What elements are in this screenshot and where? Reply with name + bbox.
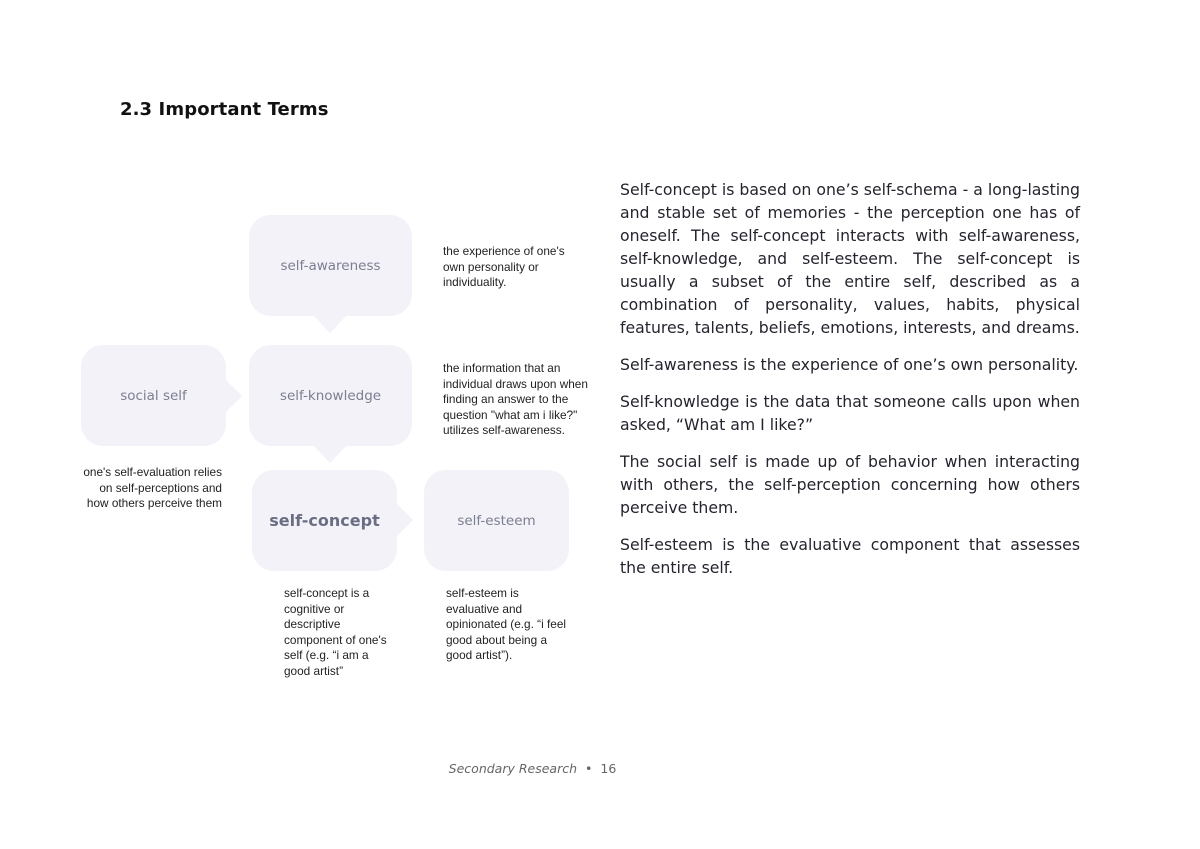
paragraph-self-knowledge: Self-knowledge is the data that someone calls upon when asked, “What am I like?” [620, 392, 1080, 434]
footer-section: Secondary Research [448, 761, 578, 776]
self-concept-diagram [0, 0, 620, 740]
page-number: 16 [600, 761, 617, 776]
social-self-note: one's self-evaluation relies on self-perceptions and how others perceive them [83, 465, 222, 510]
self-concept-note: self-concept is a cognitive or descriptive component of one's self (e.g. “i am a good artist” [284, 586, 387, 678]
self-esteem-note: self-esteem is evaluative and opinionated (e.g. “i feel good about being a good artist”). [446, 586, 567, 662]
section-heading: 2.3 Important Terms [120, 99, 329, 120]
paragraph-self-concept: Self-concept is based on one’s self-schema - a long-lasting and stable set of memories - the perception one has of oneself. The self-concept interacts with self-awareness, self-knowledge, and self-esteem. The self-concept is usually a subset of the entire self, described as a combination of personality, values, habits, physical features, talents, beliefs, emotions, interests, and dreams. [620, 180, 1080, 337]
paragraph-self-esteem: Self-esteem is the evaluative component that assesses the entire self. [620, 535, 1080, 577]
self-awareness-label: self-awareness [280, 257, 381, 274]
self-knowledge-label: self-knowledge [279, 387, 382, 404]
self-concept-label: self-concept [269, 511, 380, 530]
body-text [620, 178, 1080, 593]
self-knowledge-note: the information that an individual draws upon when finding an answer to the question "what am i like?" utilizes self-awareness. [443, 361, 588, 437]
paragraph-social-self: The social self is made up of behavior when interacting with others, the self-perception concerning how others perceive them. [620, 452, 1080, 517]
self-awareness-note: the experience of one's own personality or individuality. [443, 244, 565, 289]
page-footer [0, 761, 1065, 776]
self-esteem-label: self-esteem [457, 512, 536, 529]
paragraph-self-awareness: Self-awareness is the experience of one’s own personality. [620, 355, 1079, 374]
social-self-label: social self [120, 387, 187, 404]
footer-separator: • [585, 761, 593, 776]
